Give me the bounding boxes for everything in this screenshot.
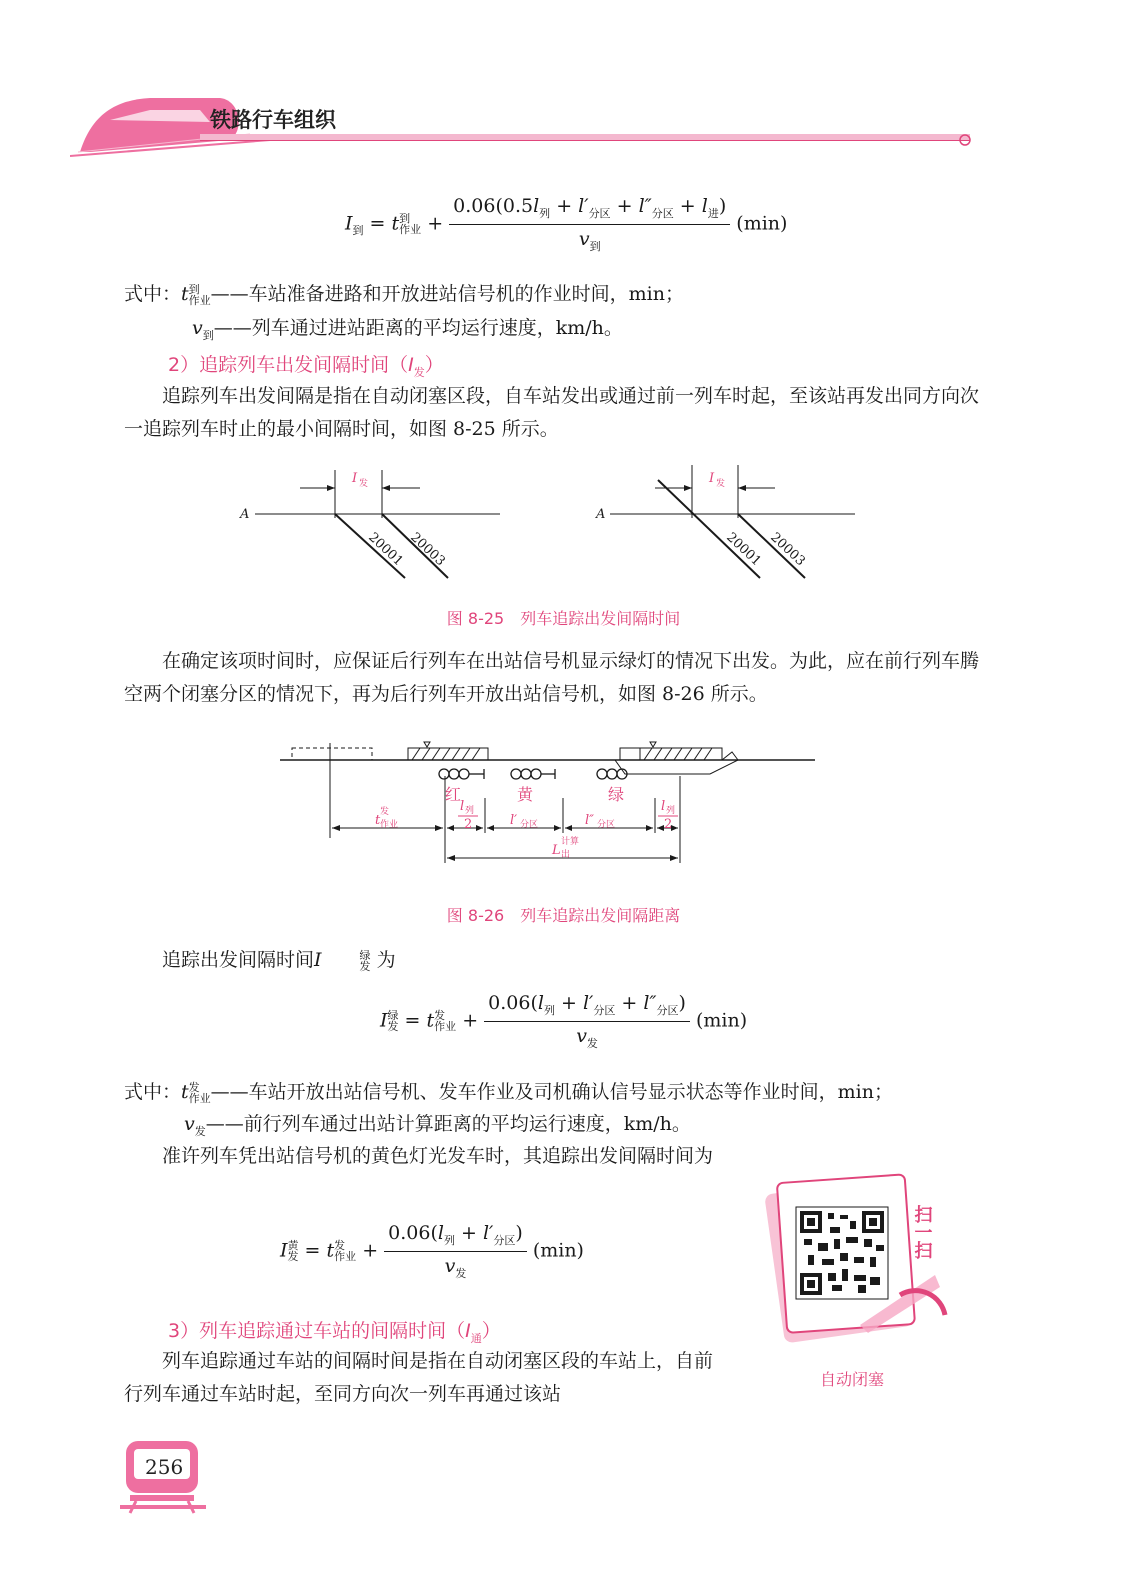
page-number: 256 (145, 1455, 184, 1479)
scan-text (912, 1204, 933, 1259)
qr-code-card[interactable] (760, 1165, 960, 1355)
qr-code-icon (796, 1207, 888, 1299)
formula-green: I 绿 发 = t 发 作业 + $\frac{0.06(l_列 + l'_{分区} + l''_{分区})}{v_发}$ (min) (380, 992, 748, 1050)
section-heading-3: 3）列车追踪通过车站的间隔时间$(I_通)$ (168, 1320, 501, 1345)
figure-8-26-caption: 图 8-26 列车追踪出发间隔距离 (446, 906, 681, 925)
svg-text:l: l (661, 799, 666, 814)
svg-text:t: t (375, 813, 381, 828)
svg-text:2: 2 (664, 817, 673, 832)
svg-text:2: 2 (464, 817, 473, 832)
definition-1: 式中：t 到 作业 ——车站准备进路和开放进站信号机的作业时间，min； (124, 283, 684, 307)
interval-label-right: I (709, 471, 715, 486)
paragraph-4: 准许列车凭出站信号机的黄色灯光发车时，其追踪出发间隔时间为 (162, 1145, 714, 1167)
paragraph-5: 列车追踪通过车站的间隔时间是指在自动闭塞区段的车站上，自前行列车通过车站时起，至同方向次一列车再通过该站 (124, 1350, 714, 1405)
train-20003-left: 20003 (407, 529, 448, 570)
signal-yellow-label: 黄 (517, 785, 534, 804)
svg-text:计算: 计算 (561, 837, 580, 847)
figure-8-25 (230, 460, 870, 590)
header-title: 铁路行车组织 (210, 108, 336, 132)
svg-text:发: 发 (380, 807, 390, 817)
train-20001-right: 20001 (723, 529, 764, 570)
svg-text:扫一扫: 扫一扫 (911, 1205, 933, 1259)
svg-text:l′: l′ (510, 813, 518, 828)
signal-red-label: 红 (445, 785, 462, 804)
svg-text:作业: 作业 (380, 820, 399, 830)
signal-green-label: 绿 (608, 785, 625, 804)
station-label-left: A (240, 507, 250, 522)
formula-yellow: I 黄 发 = t 发 作业 + $\frac{0.06(l_列 + l'_{分区})}{v_发}$ (min) (280, 1222, 584, 1280)
svg-text:分区: 分区 (597, 820, 616, 830)
interval-label-left: I (352, 471, 358, 486)
figure-8-25-caption: 图 8-25 列车追踪出发间隔时间 (446, 609, 681, 628)
header-banner (70, 90, 980, 160)
svg-text:L: L (552, 843, 561, 858)
paragraph-2: 在确定该项时间时，应保证后行列车在出站信号机显示绿灯的情况下出发。为此，应在前行列车腾空两个闭塞分区的情况下，再为后行列车开放出站信号机，如图 8-26 所示。 (124, 650, 980, 705)
train-20001-left: 20001 (365, 529, 406, 570)
svg-text:列: 列 (666, 806, 676, 816)
definition-1b: $v_到——$列车通过进站距离的平均运行速度，km/h。 (192, 317, 623, 342)
svg-text:分区: 分区 (520, 820, 539, 830)
section-heading-2: 2）追踪列车出发间隔时间$(I_发)$ (168, 354, 444, 379)
svg-text:发: 发 (359, 479, 369, 489)
train-20003-right: 20003 (767, 529, 808, 570)
formula-arrival: $I_到 = t$ 到 作业 + $\frac{0.06(0.5l_列 + l'_{分区} + l''_{分区} + l_进)}{v_到}$ (min) (345, 195, 788, 253)
definition-2b: $v_发——$前行列车通过出站计算距离的平均运行速度，km/h。 (184, 1113, 691, 1138)
svg-text:l: l (460, 799, 465, 814)
figure-8-26 (280, 738, 820, 873)
station-label-right: A (596, 507, 606, 522)
svg-text:l″: l″ (585, 813, 595, 828)
qr-label: 自动闭塞 (820, 1370, 885, 1389)
paragraph-3: 追踪出发间隔时间I 绿 发 为 (162, 949, 396, 973)
paragraph-1: 追踪列车出发间隔是指在自动闭塞区段，自车站发出或通过前一列车时起，至该站再发出同方向次一追踪列车时止的最小间隔时间，如图 8-25 所示。 (124, 385, 980, 440)
svg-text:列: 列 (465, 806, 475, 816)
definition-2: 式中：t 发 作业 ——车站开放出站信号机、发车作业及司机确认信号显示状态等作业时间，min； (124, 1081, 893, 1105)
svg-text:发: 发 (716, 479, 726, 489)
svg-text:出: 出 (561, 850, 571, 860)
